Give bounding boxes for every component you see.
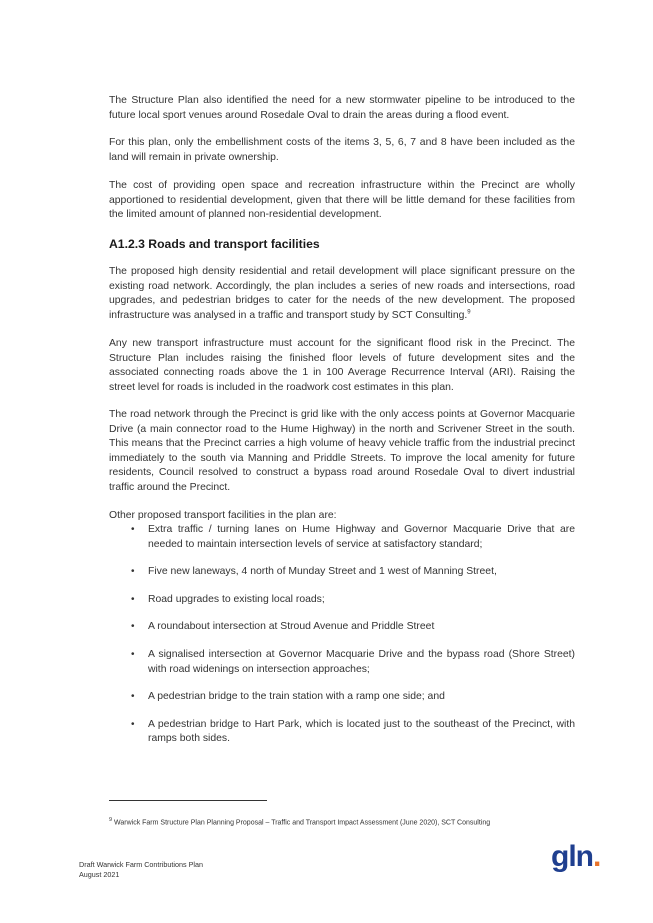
list-item-text: A pedestrian bridge to Hart Park, which is located just to the southeast of the Precinct, with ramps both sides. (148, 718, 575, 745)
footer-date: August 2021 (79, 870, 120, 879)
bullet-icon: • (131, 566, 135, 578)
logo-text: gln (551, 840, 593, 873)
list-item (109, 593, 575, 608)
bullet-icon: • (131, 621, 135, 633)
bullet-icon: • (131, 691, 135, 703)
list-item-text: A pedestrian bridge to the train station with a ramp one side; and (148, 691, 445, 703)
bullet-icon: • (131, 524, 135, 535)
paragraph-road-network-pressure (109, 265, 575, 323)
list-item (109, 565, 575, 580)
section-heading: A1.2.3 Roads and transport facilities (109, 237, 320, 251)
list-item-text: Extra traffic / turning lanes on Hume Highway and Governor Macquarie Drive that are needed to maintain intersection levels of service at satisfactory standard; (148, 524, 575, 550)
list-item (109, 648, 575, 677)
bullet-icon: • (131, 718, 135, 730)
list-item (109, 523, 575, 552)
paragraph-grid-network: The road network through the Precinct is grid like with the only access points at Governor Macquarie Drive (a main connector road to the Hume Highway) in the north and Scrivener Street in the south. This means that the Precinct carries a high volume of heavy vehicle traffic from the industrial precinct immediately to the south via Manning and Priddle Streets. To improve the local amenity for future residents, Council resolved to construct a bypass road around Rosedale Oval to divert industrial traffic around the Precinct. (109, 409, 575, 493)
footer-document-title: Draft Warwick Farm Contributions Plan (79, 860, 203, 869)
list-item (109, 690, 575, 705)
paragraph-stormwater: The Structure Plan also identified the need for a new stormwater pipeline to be introduced to the future local sport venues around Rosedale Oval to drain the areas during a flood event. (109, 95, 575, 121)
transport-facilities-list (109, 523, 575, 760)
paragraph-embellishment: For this plan, only the embellishment costs of the items 3, 5, 6, 7 and 8 have been included as the land will remain in private ownership. (109, 137, 575, 163)
page-footer (79, 860, 203, 880)
list-item (109, 718, 575, 747)
paragraph-open-space-costs: The cost of providing open space and recreation infrastructure within the Precinct are wholly apportioned to residential development, given that there will be little demand for these facilities from the limited amount of planned non-residential development. (109, 180, 575, 221)
gln-logo (551, 837, 600, 877)
footnote-text: Warwick Farm Structure Plan Planning Proposal – Traffic and Transport Impact Assessment (June 2020), SCT Consulting (114, 819, 491, 827)
list-item-text: Road upgrades to existing local roads; (148, 593, 325, 605)
bullet-icon: • (131, 593, 135, 605)
bullet-icon: • (131, 648, 135, 660)
list-item-text: Five new laneways, 4 north of Munday Street and 1 west of Manning Street, (148, 566, 497, 578)
footnote-reference: 9 (467, 309, 471, 316)
paragraph-other-facilities: Other proposed transport facilities in the plan are: (109, 510, 337, 521)
paragraph-flood-risk: Any new transport infrastructure must account for the significant flood risk in the Precinct. The Structure Plan includes raising the finished floor levels of future development sites and the associated connecting roads above the 1 in 100 Average Recurrence Interval (ARI). Raising the street level for roads is included in the roadwork cost estimates in this plan. (109, 338, 575, 393)
footnote (109, 816, 490, 827)
list-item (109, 620, 575, 635)
list-item-text: A roundabout intersection at Stroud Avenue and Priddle Street (148, 621, 435, 633)
footnote-divider (109, 800, 267, 801)
list-item-text: A signalised intersection at Governor Macquarie Drive and the bypass road (Shore Street) with road widenings on intersection approaches; (148, 648, 575, 675)
logo-dot: . (593, 840, 601, 873)
footnote-number: 9 (109, 817, 113, 823)
paragraph-road-network-text: The proposed high density residential and retail development will place significant pressure on the existing road network. Accordingly, the plan includes a series of new roads and intersections, road upgrades, and pedestrian bridges to cater for the needs of the new development. The proposed infrastructure was analysed in a traffic and transport study by SCT Consulting. (109, 266, 575, 321)
